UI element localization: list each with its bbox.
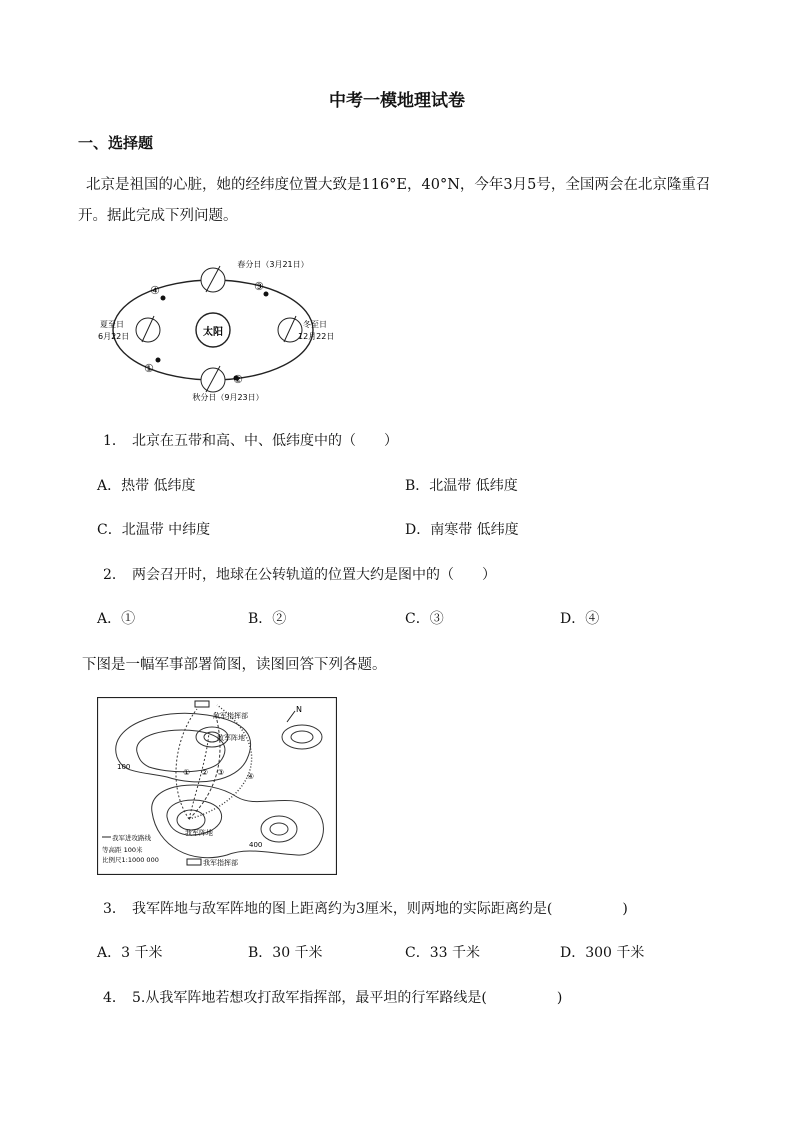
q4-text: 5.从我军阵地若想攻打敌军指挥部，最平坦的行军路线是( ) [132,990,563,1006]
spring-label: 春分日（3月21日） [237,260,309,269]
marker-3: ③ [254,280,264,293]
earth-autumn [201,366,225,392]
legend-interval: 等高距 100米 [102,846,143,854]
our-hq-label: 我军指挥部 [203,859,238,867]
summer-date: 6月22日 [98,332,130,341]
marker-1: ① [144,362,154,375]
q2-option-b[interactable]: B．② [248,611,287,627]
winter-label: 冬至日 [303,320,327,329]
earth-spring [201,266,225,292]
our-hq-flag [187,859,201,865]
route-4: ④ [247,772,255,781]
q1-text: 北京在五带和高、中、低纬度中的（ ） [132,433,398,449]
q1-option-c[interactable]: C．北温带 中纬度 [97,522,211,538]
autumn-label: 秋分日（9月23日） [192,393,264,402]
q3-option-c[interactable]: C．33 千米 [405,945,480,961]
q2-text: 两会召开时，地球在公转轨道的位置大约是图中的（ ） [132,567,496,583]
q4-number: 4． [103,990,126,1006]
earth-orbit-diagram [88,250,338,405]
q1-option-b[interactable]: B．北温带 低纬度 [405,478,518,494]
north-label: N [296,705,302,714]
q1-number: 1． [103,433,126,449]
enemy-pos-label: 敌军阵地 [217,734,245,742]
enemy-hq-label: 敌军指挥部 [213,712,248,720]
q3-option-a[interactable]: A．3 千米 [97,945,163,961]
q2-option-a[interactable]: A．① [97,611,136,627]
q3-option-b[interactable]: B．30 千米 [248,945,323,961]
sun-label: 太阳 [203,327,223,338]
intro-paragraph-2: 下图是一幅军事部署简图，读图回答下列各题。 [82,657,387,673]
section-heading: 一、选择题 [78,134,154,152]
route-2: ② [201,768,209,777]
marker-2: ② [233,373,243,386]
q3-number: 3． [103,901,126,917]
enemy-hq-flag [195,701,209,707]
q3-text: 我军阵地与敌军阵地的图上距离约为3厘米，则两地的实际距离约是( ) [132,901,628,917]
contour-100: 100 [117,763,131,771]
winter-date: 12月22日 [298,332,335,341]
earth-summer [136,316,160,342]
marker-4: ④ [150,284,160,297]
q2-number: 2． [103,567,126,583]
q1-option-d[interactable]: D．南寒带 低纬度 [405,522,519,538]
q3-option-d[interactable]: D．300 千米 [560,945,645,961]
q1-option-a[interactable]: A．热带 低纬度 [97,478,196,494]
legend-scale: 比例尺1:1000 000 [102,856,159,864]
page-title: 中考一模地理试卷 [329,91,465,111]
contour-400: 400 [249,841,263,849]
route-1: ① [183,768,191,777]
q2-option-d[interactable]: D．④ [560,611,600,627]
q2-option-c[interactable]: C．③ [405,611,444,627]
legend-route: 我军进攻路线 [112,834,151,842]
military-map [97,697,337,875]
route-3: ③ [217,768,225,777]
intro-paragraph-1: 北京是祖国的心脏，她的经纬度位置大致是116°E，40°N，今年3月5号，全国两会在北京隆重召开。据此完成下列问题。 [78,177,711,224]
our-pos-label: 我军阵地 [185,829,213,837]
summer-label: 夏至日 [100,320,124,329]
